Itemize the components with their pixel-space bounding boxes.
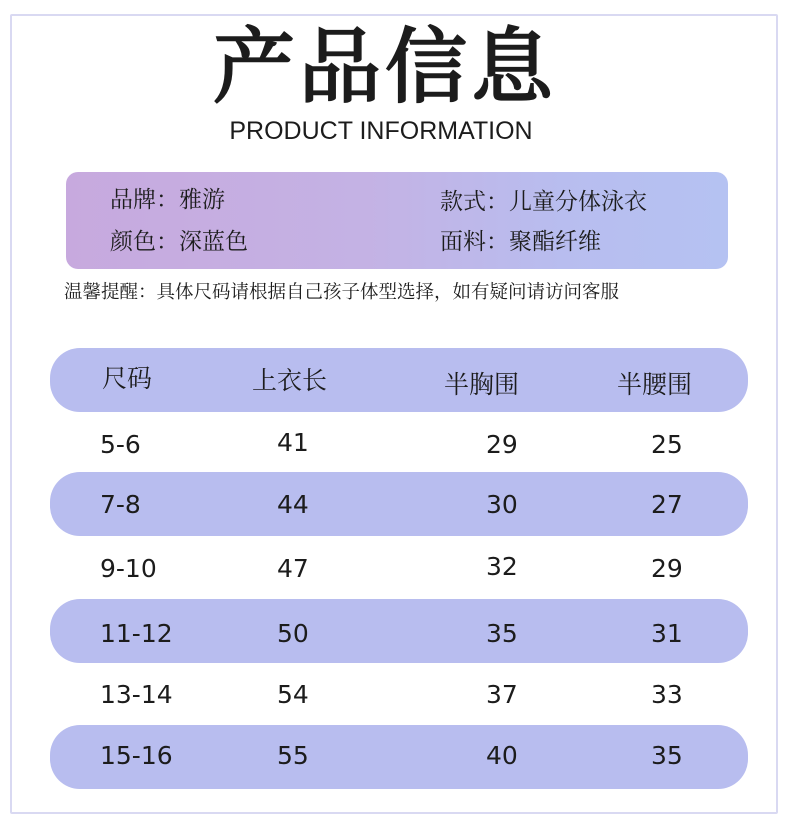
- table-row: [50, 663, 748, 727]
- table-header: [50, 348, 748, 412]
- cell-size: 9-10: [100, 554, 157, 583]
- cell-half-chest: 35: [486, 619, 518, 648]
- size-tip: 温馨提醒：具体尺码请根据自己孩子体型选择，如有疑问请访问客服: [64, 282, 620, 303]
- table-row: [50, 599, 748, 663]
- cell-top-length: 50: [277, 619, 309, 648]
- cell-half-chest: 30: [486, 490, 518, 519]
- page-subtitle: PRODUCT INFORMATION: [229, 117, 533, 145]
- cell-half-waist: 31: [651, 619, 683, 648]
- cell-half-waist: 27: [651, 490, 683, 519]
- header-size: 尺码: [102, 364, 153, 393]
- cell-top-length: 54: [277, 680, 309, 709]
- cell-half-waist: 33: [651, 680, 683, 709]
- cell-half-chest: 32: [486, 552, 518, 581]
- header-top-length: 上衣长: [252, 366, 328, 395]
- cell-size: 11-12: [100, 619, 173, 648]
- fabric-text: 面料：聚酯纤维: [440, 229, 601, 255]
- cell-half-waist: 35: [651, 741, 683, 770]
- cell-top-length: 44: [277, 490, 309, 519]
- product-info-box: [66, 172, 728, 269]
- cell-top-length: 41: [277, 428, 309, 457]
- brand-text: 品牌：雅游: [110, 187, 225, 213]
- cell-top-length: 55: [277, 741, 309, 770]
- cell-half-chest: 40: [486, 741, 518, 770]
- cell-size: 13-14: [100, 680, 173, 709]
- header-half-waist: 半腰围: [617, 370, 693, 399]
- cell-size: 5-6: [100, 430, 141, 459]
- cell-size: 7-8: [100, 490, 141, 519]
- cell-half-waist: 25: [651, 430, 683, 459]
- header-half-chest: 半胸围: [444, 370, 520, 399]
- table-row: [50, 412, 748, 476]
- cell-half-chest: 37: [486, 680, 518, 709]
- page-title: 产品信息: [212, 20, 557, 115]
- style-text: 款式：儿童分体泳衣: [440, 189, 647, 215]
- cell-top-length: 47: [277, 554, 309, 583]
- cell-size: 15-16: [100, 741, 173, 770]
- cell-half-waist: 29: [651, 554, 683, 583]
- table-row: [50, 472, 748, 536]
- table-row: [50, 725, 748, 789]
- table-row: [50, 536, 748, 600]
- color-text: 颜色：深蓝色: [110, 229, 248, 255]
- cell-half-chest: 29: [486, 430, 518, 459]
